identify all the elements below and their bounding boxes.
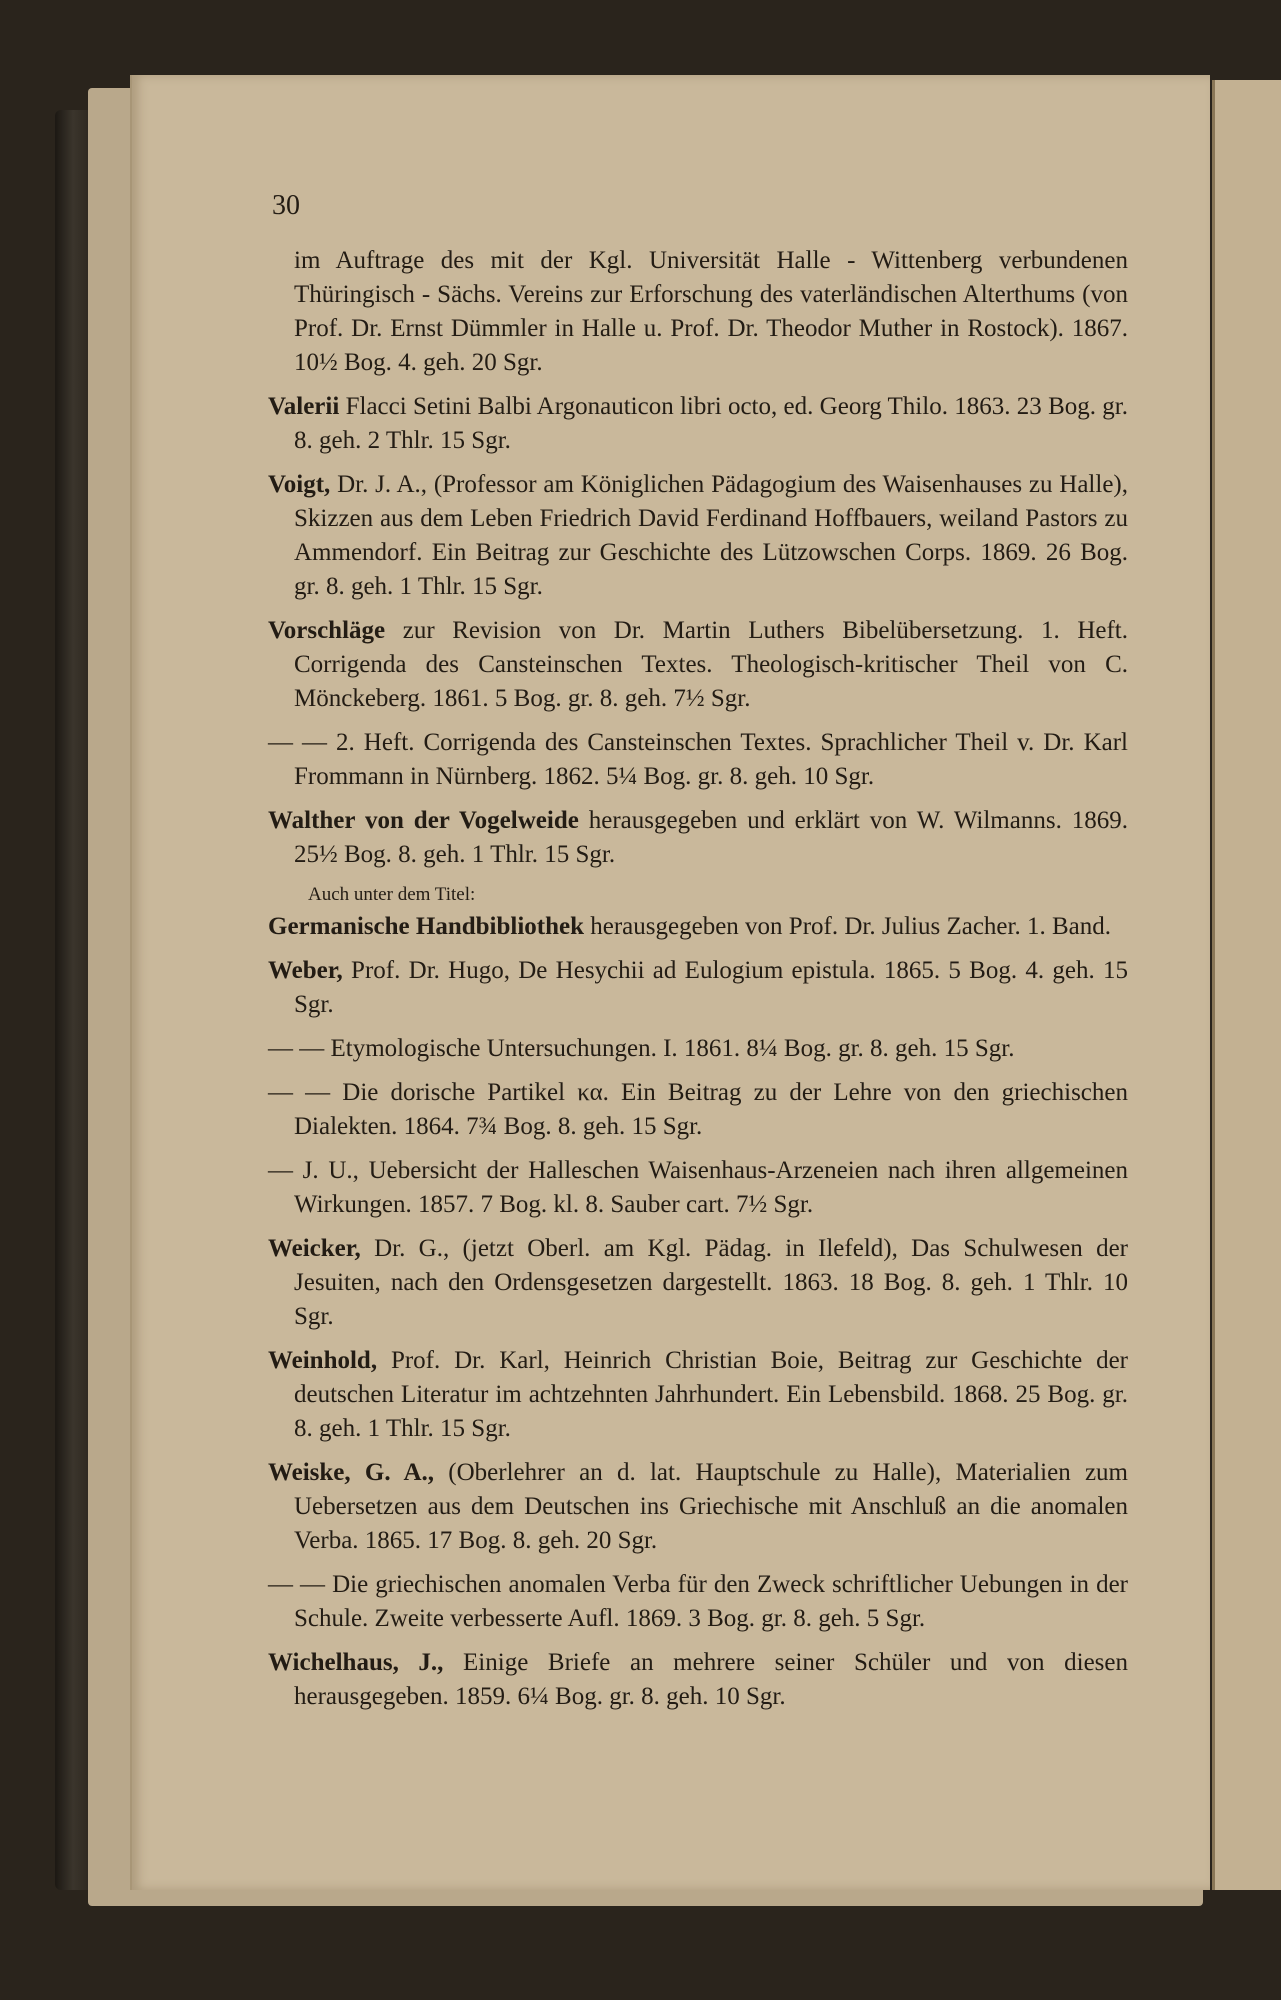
- entry-text: — — Die dorische Partikel κα. Ein Beitrag zu der Lehre von den griechischen Dialekten. 1864. 7¾ Bog. 8. geh. 15 Sgr.: [268, 1079, 1128, 1140]
- entry-text: im Auftrage des mit der Kgl. Universität Halle - Wittenberg verbundenen Thüringisch - Sächs. Vereins zur Erforschung des vaterländischen Alterthums (von Prof. Dr. Ernst Dümmler in Halle u. Prof. Dr. Theodor Muther in Rostock). 1867. 10½ Bog. 4. geh. 20 Sgr.: [294, 247, 1128, 376]
- entry-text: — — 2. Heft. Corrigenda des Cansteinschen Textes. Sprachlicher Theil v. Dr. Karl Frommann in Nürnberg. 1862. 5¼ Bog. gr. 8. geh. 10 Sgr.: [268, 729, 1128, 790]
- page-number: 30: [272, 190, 300, 221]
- entry-head: Vorschläge: [268, 617, 386, 644]
- entry-text: — J. U., Uebersicht der Halleschen Waisenhaus-Arzeneien nach ihren allgemeinen Wirkungen. 1857. 7 Bog. kl. 8. Sauber cart. 7½ Sgr.: [268, 1157, 1128, 1218]
- catalog-entry: [268, 244, 1128, 380]
- entry-text: Flacci Setini Balbi Argonauticon libri octo, ed. Georg Thilo. 1863. 23 Bog. gr. 8. geh. 2 Thlr. 15 Sgr.: [294, 393, 1128, 454]
- catalog-entry: [268, 726, 1128, 794]
- entry-head: Weinhold,: [268, 1347, 378, 1374]
- entry-head: Weiske, G. A.,: [268, 1459, 435, 1486]
- entry-text: herausgegeben von Prof. Dr. Julius Zacher. 1. Band.: [584, 913, 1111, 940]
- page-content: [268, 190, 1128, 1724]
- entry-text: Prof. Dr. Hugo, De Hesychii ad Eulogium epistula. 1865. 5 Bog. 4. geh. 15 Sgr.: [294, 957, 1128, 1018]
- facing-page-edge: [1212, 80, 1281, 1890]
- catalog-entry: [268, 910, 1128, 944]
- entry-text: Prof. Dr. Karl, Heinrich Christian Boie, Beitrag zur Geschichte der deutschen Literatur im achtzehnten Jahrhundert. Ein Lebensbild. 1868. 25 Bog. gr. 8. geh. 1 Thlr. 15 Sgr.: [294, 1347, 1128, 1442]
- entry-head: Wichelhaus, J.,: [268, 1649, 444, 1676]
- entry-head: Weicker,: [268, 1235, 361, 1262]
- catalog-entry: [268, 1344, 1128, 1446]
- entry-subtitle: Auch unter dem Titel:: [308, 884, 476, 905]
- catalog-entry: [268, 1646, 1128, 1714]
- entry-text: (Oberlehrer an d. lat. Hauptschule zu Halle), Materialien zum Uebersetzen aus dem Deutschen ins Griechische mit Anschluß an die anomalen Verba. 1865. 17 Bog. 8. geh. 20 Sgr.: [294, 1459, 1128, 1554]
- catalog-entry: [268, 468, 1128, 604]
- catalog-entry: [268, 1076, 1128, 1144]
- entry-head: Voigt,: [268, 471, 331, 498]
- catalog-entry: [268, 954, 1128, 1022]
- catalog-entry: [268, 614, 1128, 716]
- entry-head: Walther von der Vogelweide: [268, 807, 579, 834]
- catalog-entry: [268, 1456, 1128, 1558]
- catalog-entry: [268, 1032, 1128, 1066]
- catalog-entry: [268, 390, 1128, 458]
- catalog-entry: [268, 804, 1128, 872]
- entry-head: Valerii: [268, 393, 340, 420]
- catalog-entry: [268, 1568, 1128, 1636]
- entry-text: zur Revision von Dr. Martin Luthers Bibelübersetzung. 1. Heft. Corrigenda des Cansteinschen Textes. Theologisch-kritischer Theil von C. Mönckeberg. 1861. 5 Bog. gr. 8. geh. 7½ Sgr.: [294, 617, 1128, 712]
- catalog-entry: [268, 1154, 1128, 1222]
- catalog-entry: [268, 1232, 1128, 1334]
- entry-text: Dr. G., (jetzt Oberl. am Kgl. Pädag. in Ilefeld), Das Schulwesen der Jesuiten, nach den Ordensgesetzen dargestellt. 1863. 18 Bog. 8. geh. 1 Thlr. 10 Sgr.: [294, 1235, 1128, 1330]
- entry-text: Einige Briefe an mehrere seiner Schüler und von diesen herausgegeben. 1859. 6¼ Bog. gr. 8. geh. 10 Sgr.: [294, 1649, 1128, 1710]
- entry-head: Germanische Handbibliothek: [268, 913, 585, 940]
- entry-text: — — Etymologische Untersuchungen. I. 1861. 8¼ Bog. gr. 8. geh. 15 Sgr.: [268, 1035, 1015, 1062]
- entry-text: herausgegeben und erklärt von W. Wilmanns. 1869. 25½ Bog. 8. geh. 1 Thlr. 15 Sgr.: [294, 807, 1129, 868]
- entry-head: Weber,: [268, 957, 343, 984]
- entry-text: Dr. J. A., (Professor am Königlichen Pädagogium des Waisenhauses zu Halle), Skizzen aus dem Leben Friedrich David Ferdinand Hoffbauers, weiland Pastors zu Ammendorf. Ein Beitrag zur Geschichte des Lützowschen Corps. 1869. 26 Bog. gr. 8. geh. 1 Thlr. 15 Sgr.: [294, 471, 1128, 600]
- entry-text: — — Die griechischen anomalen Verba für den Zweck schriftlicher Uebungen in der Schule. Zweite verbesserte Aufl. 1869. 3 Bog. gr. 8. geh. 5 Sgr.: [268, 1571, 1128, 1632]
